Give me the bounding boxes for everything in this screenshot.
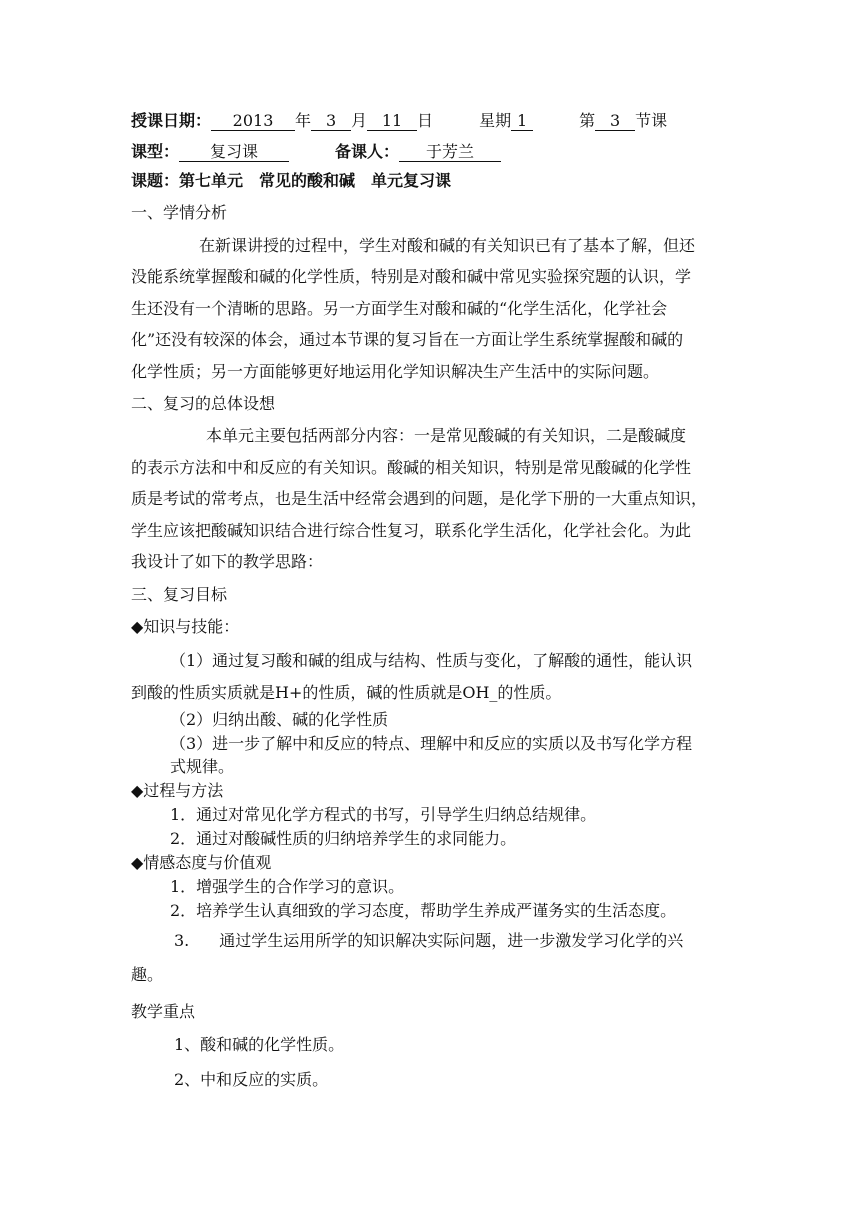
preparer-label: 备课人： [335,142,400,161]
s1-line-2: 没能系统掌握酸和碱的化学性质，特别是对酸和碱中常见实验探究题的认识，学 [131,267,692,286]
s2-line-5: 我设计了如下的教学思路： [131,552,324,571]
s2-line-4: 学生应该把酸碱知识结合进行综合性复习，联系化学生活化，化学社会化。为此 [131,521,692,540]
process-2: 2．通过对酸碱性质的归纳培养学生的求同能力。 [170,829,517,848]
month-value: 3 [311,112,351,131]
preparer-value: 于芳兰 [399,143,501,162]
k3-line-b: 式规律。 [170,757,235,776]
weekday-value: 1 [511,112,533,131]
topic-line: 课题：第七单元 常见的酸和碱 单元复习课 [131,171,452,190]
year-value: 2013 [211,112,295,131]
k1-line-b: 到酸的性质实质就是H+的性质，碱的性质就是OH_的性质。 [131,683,562,702]
month-unit: 月 [351,111,368,130]
k2-line: （2）归纳出酸、碱的化学性质 [170,710,389,729]
k1-line-a: （1）通过复习酸和碱的组成与结构、性质与变化，了解酸的通性，能认识 [170,651,693,670]
focus-2: 2、中和反应的实质。 [174,1070,329,1089]
period-suffix: 节课 [635,111,668,130]
date-line [131,111,667,131]
s2-line-2: 的表示方法和中和反应的有关知识。酸碱的相关知识，特别是常见酸碱的化学性 [131,458,692,477]
section-3-title: 三、复习目标 [131,585,228,604]
type-value: 复习课 [179,143,289,162]
s1-line-1: 在新课讲授的过程中，学生对酸和碱的有关知识已有了基本了解，但还 [199,236,696,255]
s2-line-1: 本单元主要包括两部分内容：一是常见酸碱的有关知识，二是酸碱度 [206,426,687,445]
focus-1: 1、酸和碱的化学性质。 [174,1035,345,1054]
type-label: 课型： [131,142,180,161]
process-title: ◆过程与方法 [131,781,224,800]
date-label: 授课日期： [131,111,212,130]
section-1-title: 一、学情分析 [131,203,228,222]
day-unit: 日 [417,111,434,130]
emotion-2: 2．培养学生认真细致的学习态度，帮助学生养成严谨务实的生活态度。 [170,901,677,920]
s1-line-4: 化”还没有较深的体会，通过本节课的复习旨在一方面让学生系统掌握酸和碱的 [131,330,684,349]
s1-line-3: 生还没有一个清晰的思路。另一方面学生对酸和碱的“化学生活化，化学社会 [131,299,668,318]
process-1: 1．通过对常见化学方程式的书写，引导学生归纳总结规律。 [170,805,597,824]
emotion-1: 1．增强学生的合作学习的意识。 [170,877,405,896]
year-unit: 年 [295,111,312,130]
s2-line-3: 质是考试的常考点，也是生活中经常会遇到的问题，是化学下册的一大重点知识， [131,489,708,508]
day-value: 11 [367,112,417,131]
focus-title: 教学重点 [131,1002,196,1021]
emotion-title: ◆情感态度与价值观 [131,853,272,872]
emotion-3-text: 通过学生运用所学的知识解决实际问题，进一步激发学习化学的兴 [219,931,684,950]
k3-line-a: （3）进一步了解中和反应的特点、理解中和反应的实质以及书写化学方程 [170,734,693,753]
knowledge-title: ◆知识与技能： [131,617,240,636]
emotion-3-line [174,931,683,951]
s1-line-5: 化学性质；另一方面能够更好地运用化学知识解决生产生活中的实际问题。 [131,362,660,381]
emotion-3-number: 3. [174,931,190,950]
type-line [131,142,501,162]
section-2-title: 二、复习的总体设想 [131,394,276,413]
period-value: 3 [595,112,635,131]
period-prefix: 第 [579,111,596,130]
emotion-3-cont: 趣。 [131,965,164,984]
weekday-label: 星期 [479,111,512,130]
